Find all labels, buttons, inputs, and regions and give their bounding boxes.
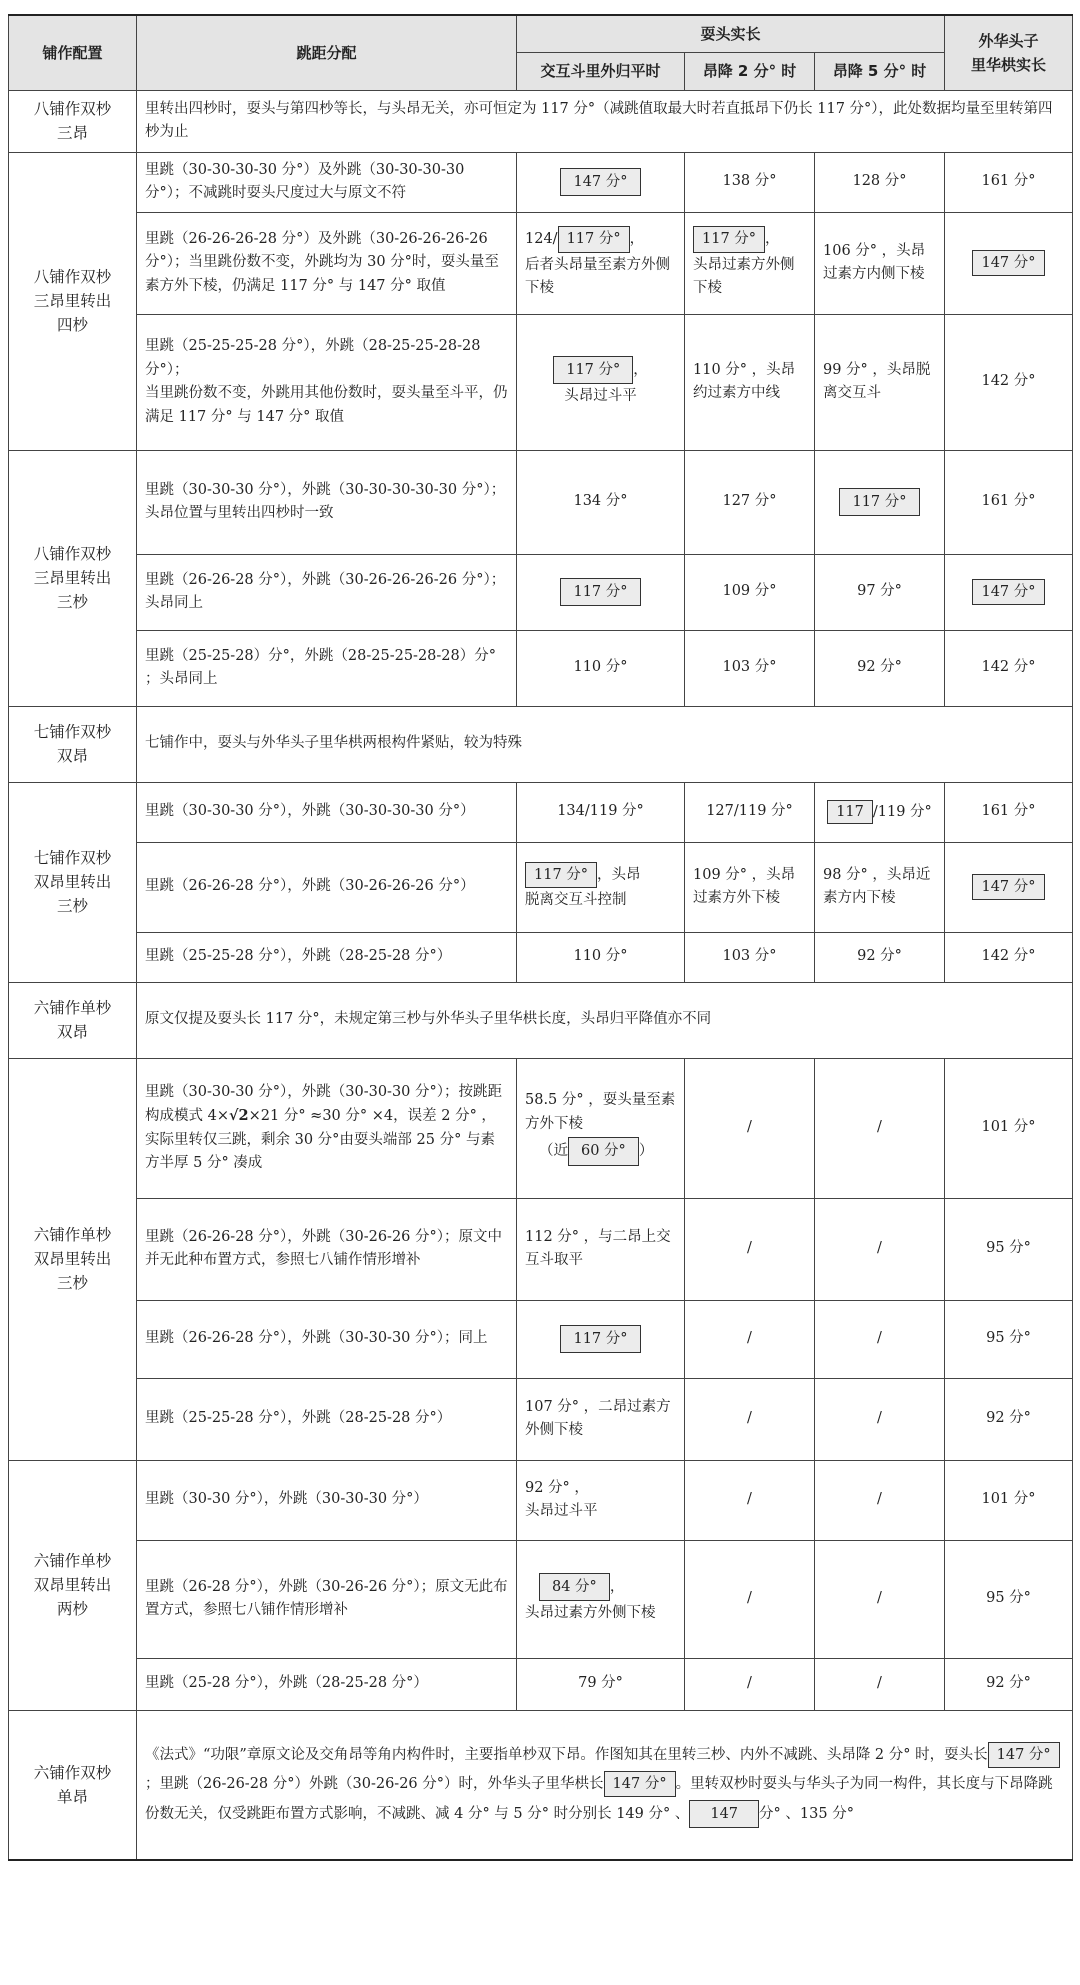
tiaoju-cell — [137, 1058, 517, 1198]
value-cell: 142 分° — [945, 314, 1073, 450]
value-cell: 134/119 分° — [517, 782, 685, 842]
note-text: 。里转双杪时耍头与华头子为同一构件，其长度与下昂降跳份数无关，仅受跳距布置方式影响，不减跳、减 4 分° 与 5 分° 时分别长 149 分° 、 — [145, 1775, 1053, 1822]
highlight-box: 117 分° — [558, 226, 630, 252]
highlight-box: 117 — [827, 800, 873, 824]
value-cell: / — [685, 1540, 815, 1658]
value-cell: 92 分° — [945, 1378, 1073, 1460]
highlight-box: 147 分° — [560, 168, 640, 196]
header-config: 铺作配置 — [9, 15, 137, 90]
tiaoju-cell: 里跳（25-25-28 分°），外跳（28-25-28 分°） — [137, 1378, 517, 1460]
group-config: 七铺作双杪 双昂里转出 三杪 — [9, 782, 137, 982]
value-cell: / — [685, 1658, 815, 1710]
tiaoju-text: 里跳（30-30-30 分°），外跳（30-30-30 分°）；按跳距构成模式 4× — [145, 1083, 503, 1125]
value-cell: 95 分° — [945, 1540, 1073, 1658]
value-cell: 97 分° — [815, 554, 945, 630]
highlight-box: 147 分° — [604, 1771, 676, 1797]
value-cell: / — [815, 1378, 945, 1460]
value-cell: 92 分° — [945, 1658, 1073, 1710]
value-cell: 103 分° — [685, 932, 815, 982]
value-text: ， — [765, 231, 780, 248]
value-cell: 138 分° — [685, 152, 815, 212]
value-text: ， — [609, 1579, 625, 1596]
value-cell: 92 分° ， 头昂过斗平 — [517, 1460, 685, 1540]
table-row — [9, 842, 1073, 932]
table-row — [9, 1378, 1073, 1460]
table-row — [9, 212, 1073, 314]
highlight-box: 147 — [689, 1800, 759, 1828]
table-row — [9, 1300, 1073, 1378]
value-cell: 101 分° — [945, 1058, 1073, 1198]
value-text: ） — [638, 1143, 654, 1160]
value-cell: 109 分° ，头昂过素方外下棱 — [685, 842, 815, 932]
highlight-box: 117 分° — [839, 488, 919, 516]
value-cell: 161 分° — [945, 782, 1073, 842]
tiaoju-cell: 里跳（30-30-30-30 分°）及外跳（30-30-30-30 分°）；不减跳时耍头尺度过大与原文不符 — [137, 152, 517, 212]
value-text: ， — [633, 362, 648, 379]
group-config: 八铺作双杪 三昂 — [9, 90, 137, 152]
group-note: 里转出四杪时，耍头与第四杪等长，与头昂无关，亦可恒定为 117 分°（减跳值取最大时若直抵昂下仍长 117 分°），此处数据均量至里转第四杪为止 — [137, 90, 1073, 152]
group-config: 七铺作双杪 双昂 — [9, 706, 137, 782]
value-cell: 128 分° — [815, 152, 945, 212]
value-cell: / — [685, 1460, 815, 1540]
tiaoju-cell: 里跳（26-26-28 分°），外跳（30-26-26-26-26 分°）；头昂同上 — [137, 554, 517, 630]
value-cell: 95 分° — [945, 1198, 1073, 1300]
highlight-box: 60 分° — [568, 1137, 639, 1165]
value-cell: 127 分° — [685, 450, 815, 554]
group-config: 八铺作双杪 三昂里转出 三杪 — [9, 450, 137, 706]
value-cell: / — [685, 1058, 815, 1198]
value-cell: / — [815, 1198, 945, 1300]
tiaoju-cell: 里跳（26-26-28 分°），外跳（30-26-26 分°）；原文中并无此种布置方式，参照七八铺作情形增补 — [137, 1198, 517, 1300]
value-cell: 112 分° ，与二昂上交互斗取平 — [517, 1198, 685, 1300]
tiaoju-cell: 里跳（25-25-28 分°），外跳（28-25-28 分°） — [137, 932, 517, 982]
header-sub3: 昂降 5 分° 时 — [815, 53, 945, 90]
note-text: 分° 、135 分° — [759, 1805, 854, 1822]
tiaoju-cell: 里跳（30-30 分°），外跳（30-30-30 分°） — [137, 1460, 517, 1540]
value-cell: 95 分° — [945, 1300, 1073, 1378]
highlight-box: 117 分° — [553, 356, 633, 384]
value-cell: 142 分° — [945, 932, 1073, 982]
table-row — [9, 782, 1073, 842]
value-cell: 110 分° ，头昂约过素方中线 — [685, 314, 815, 450]
value-cell: 107 分° ，二昂过素方外侧下棱 — [517, 1378, 685, 1460]
group-config: 六铺作双杪 单昂 — [9, 1710, 137, 1860]
tiaoju-cell: 里跳（25-25-28）分°，外跳（28-25-25-28-28）分° ；头昂同上 — [137, 630, 517, 706]
value-cell: / — [815, 1658, 945, 1710]
tiaoju-cell: 里跳（30-30-30 分°），外跳（30-30-30-30-30 分°）； 头昂位置与里转出四杪时一致 — [137, 450, 517, 554]
value-cell: 109 分° — [685, 554, 815, 630]
value-cell: 142 分° — [945, 630, 1073, 706]
sqrt-text: √2 — [228, 1107, 249, 1125]
value-text: 头昂过素方外侧下棱 — [525, 1605, 656, 1622]
highlight-box: 147 分° — [972, 579, 1044, 605]
value-cell: 127/119 分° — [685, 782, 815, 842]
value-cell: / — [685, 1300, 815, 1378]
data-table — [8, 14, 1073, 1861]
table-row — [9, 1198, 1073, 1300]
note-text: ；里跳（26-26-28 分°）外跳（30-26-26 分°）时，外华头子里华栱长 — [145, 1775, 604, 1792]
group-config: 六铺作单杪 双昂里转出 两杪 — [9, 1460, 137, 1710]
group-note: 原文仅提及耍头长 117 分°，未规定第三杪与外华头子里华栱长度，头昂归平降值亦不同 — [137, 982, 1073, 1058]
value-cell: / — [815, 1540, 945, 1658]
table-row — [9, 1658, 1073, 1710]
highlight-box: 117 分° — [525, 862, 597, 888]
value-cell: 92 分° — [815, 932, 945, 982]
note-text: 《法式》“功限”章原文论及交角昂等角内构件时，主要指单杪双下昂。作图知其在里转三杪、内外不减跳、头昂降 2 分° 时，耍头长 — [145, 1746, 988, 1763]
tiaoju-text: ×21 分° ≈30 分° ×4，误差 2 分° ，实际里转仅三跳，剩余 30 分°由耍头端部 25 分° 与素方半厚 5 分° 凑成 — [145, 1108, 496, 1172]
value-cell: 103 分° — [685, 630, 815, 706]
tiaoju-cell: 里跳（26-26-26-28 分°）及外跳（30-26-26-26-26 分°）；当里跳份数不变，外跳均为 30 分°时，耍头量至素方外下棱，仍满足 117 分° 与 147 分° 取值 — [137, 212, 517, 314]
header-shuatou: 耍头实长 — [517, 15, 945, 53]
value-cell: 134 分° — [517, 450, 685, 554]
value-text: /119 分° — [872, 803, 932, 820]
group-config: 八铺作双杪 三昂里转出 四杪 — [9, 152, 137, 450]
tiaoju-cell: 里跳（26-26-28 分°），外跳（30-26-26-26 分°） — [137, 842, 517, 932]
value-text: 58.5 分° ，耍头量至素方外下棱 — [525, 1092, 676, 1132]
highlight-box: 117 分° — [560, 1325, 640, 1353]
table-row — [9, 314, 1073, 450]
table-row — [9, 554, 1073, 630]
header-tiaoju: 跳距分配 — [137, 15, 517, 90]
table-row — [9, 450, 1073, 554]
value-cell: / — [815, 1300, 945, 1378]
value-cell: 98 分° ，头昂近素方内下棱 — [815, 842, 945, 932]
highlight-box: 117 分° — [693, 226, 765, 252]
table-row — [9, 1460, 1073, 1540]
value-cell: / — [685, 1198, 815, 1300]
table-row — [9, 1540, 1073, 1658]
table-row — [9, 932, 1073, 982]
group-note: 七铺作中，耍头与外华头子里华栱两根构件紧贴，较为特殊 — [137, 706, 1073, 782]
tiaoju-cell: 里跳（26-26-28 分°），外跳（30-30-30 分°）；同上 — [137, 1300, 517, 1378]
value-cell: / — [815, 1460, 945, 1540]
value-text: ， — [629, 231, 645, 248]
value-cell: 161 分° — [945, 450, 1073, 554]
value-cell: 79 分° — [517, 1658, 685, 1710]
value-cell: / — [685, 1378, 815, 1460]
value-text: 脱离交互斗控制 — [525, 892, 627, 909]
tiaoju-cell: 里跳（26-28 分°），外跳（30-26-26 分°）；原文无此布置方式，参照七八铺作情形增补 — [137, 1540, 517, 1658]
highlight-box: 117 分° — [560, 578, 640, 606]
value-text: 124/ — [525, 231, 558, 248]
value-text: （近 — [539, 1143, 568, 1160]
tiaoju-cell: 里跳（25-25-25-28 分°），外跳（28-25-25-28-28 分°）； 当里跳份数不变，外跳用其他份数时，耍头量至斗平，仍满足 117 分° 与 147 分° 取值 — [137, 314, 517, 450]
value-text: 后者头昂量至素方外侧下棱 — [525, 256, 670, 297]
highlight-box: 147 分° — [988, 1742, 1060, 1768]
value-cell: 110 分° — [517, 630, 685, 706]
header-waihua: 外华头子 里华栱实长 — [945, 15, 1073, 90]
value-cell: 101 分° — [945, 1460, 1073, 1540]
value-text: ，头昂 — [597, 867, 641, 884]
header-sub1: 交互斗里外归平时 — [517, 53, 685, 90]
tiaoju-cell: 里跳（30-30-30 分°），外跳（30-30-30-30 分°） — [137, 782, 517, 842]
highlight-box: 147 分° — [972, 874, 1044, 900]
value-cell: 99 分° ，头昂脱离交互斗 — [815, 314, 945, 450]
value-cell: 161 分° — [945, 152, 1073, 212]
tiaoju-cell: 里跳（25-28 分°），外跳（28-25-28 分°） — [137, 1658, 517, 1710]
highlight-box: 147 分° — [972, 250, 1044, 276]
group-note — [137, 1710, 1073, 1860]
page — [8, 14, 1072, 1861]
value-cell: 92 分° — [815, 630, 945, 706]
group-config: 六铺作单杪 双昂 — [9, 982, 137, 1058]
table-row — [9, 1058, 1073, 1198]
header-sub2: 昂降 2 分° 时 — [685, 53, 815, 90]
value-text: 头昂过素方外侧下棱 — [693, 256, 795, 297]
value-cell: 110 分° — [517, 932, 685, 982]
value-cell: / — [815, 1058, 945, 1198]
highlight-box: 84 分° — [539, 1573, 610, 1601]
table-row — [9, 630, 1073, 706]
value-text: 头昂过斗平 — [564, 388, 637, 405]
group-config: 六铺作单杪 双昂里转出 三杪 — [9, 1058, 137, 1460]
table-row — [9, 152, 1073, 212]
value-cell: 106 分° ，头昂过素方内侧下棱 — [815, 212, 945, 314]
